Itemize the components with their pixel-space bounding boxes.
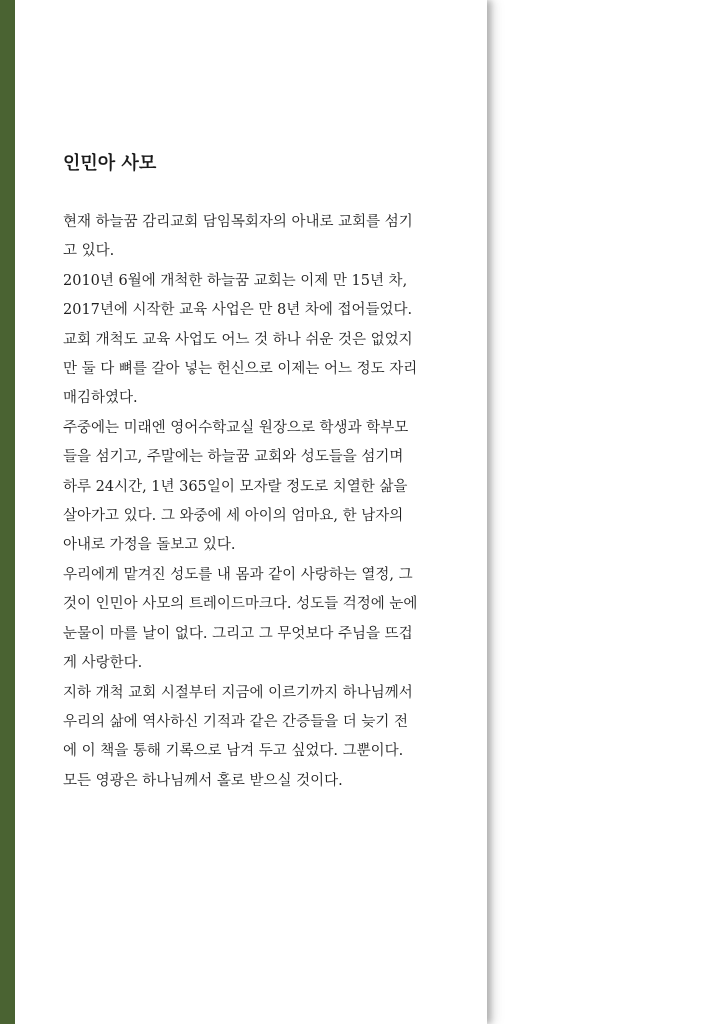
bio-line: 매김하였다. bbox=[63, 390, 138, 407]
bio-line: 우리의 삶에 역사하신 기적과 같은 간증들을 더 늦기 전 bbox=[63, 713, 409, 730]
bio-line: 살아가고 있다. 그 와중에 세 아이의 엄마요, 한 남자의 bbox=[63, 508, 404, 525]
bio-line: 것이 인민아 사모의 트레이드마크다. 성도들 걱정에 눈에 bbox=[63, 596, 418, 613]
bio-line: 2017년에 시작한 교육 사업은 만 8년 차에 접어들었다. bbox=[63, 302, 413, 319]
bio-line: 고 있다. bbox=[63, 243, 115, 260]
book-page bbox=[15, 0, 487, 1024]
bio-line: 게 사랑한다. bbox=[63, 655, 143, 672]
bio-line: 만 둘 다 뼈를 갈아 넣는 헌신으로 이제는 어느 정도 자리 bbox=[63, 361, 418, 378]
bio-line: 지하 개척 교회 시절부터 지금에 이르기까지 하나님께서 bbox=[63, 684, 413, 701]
bio-line: 주중에는 미래엔 영어수학교실 원장으로 학생과 학부모 bbox=[63, 419, 409, 436]
bio-line: 교회 개척도 교육 사업도 어느 것 하나 쉬운 것은 없었지 bbox=[63, 331, 413, 348]
author-name: 인민아 사모 bbox=[63, 153, 157, 174]
bio-line: 하루 24시간, 1년 365일이 모자랄 정도로 치열한 삶을 bbox=[63, 478, 408, 495]
bio-line: 눈물이 마를 날이 없다. 그리고 그 무엇보다 주님을 뜨겁 bbox=[63, 625, 413, 642]
bio-line: 에 이 책을 통해 기록으로 남겨 두고 싶었다. 그뿐이다. bbox=[63, 743, 404, 760]
bio-line: 들을 섬기고, 주말에는 하늘꿈 교회와 성도들을 섬기며 bbox=[63, 449, 404, 466]
author-bio bbox=[63, 208, 443, 796]
bio-line: 모든 영광은 하나님께서 홀로 받으실 것이다. bbox=[63, 772, 343, 789]
book-spine bbox=[0, 0, 15, 1024]
bio-line: 아내로 가정을 돌보고 있다. bbox=[63, 537, 236, 554]
bio-line: 2010년 6월에 개척한 하늘꿈 교회는 이제 만 15년 차, bbox=[63, 272, 408, 289]
bio-line: 현재 하늘꿈 감리교회 담임목회자의 아내로 교회를 섬기 bbox=[63, 214, 413, 230]
bio-line: 우리에게 맡겨진 성도를 내 몸과 같이 사랑하는 열정, 그 bbox=[63, 566, 413, 583]
